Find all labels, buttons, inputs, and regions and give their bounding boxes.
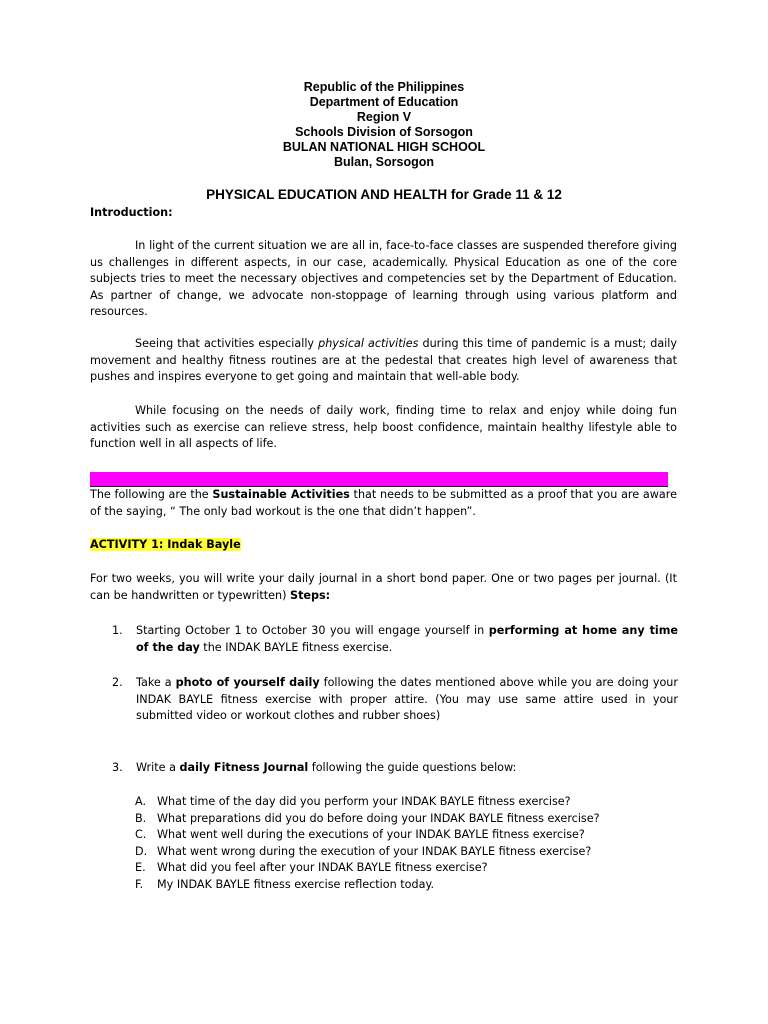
- step-text-end: following the dates mentioned above while you are doing your INDAK BAYLE fitness exercise with proper attire. (You may use same attire used in your submitted video or workout clothes and rubber shoes): [136, 676, 678, 722]
- step-2: [112, 675, 678, 725]
- activity-title: ACTIVITY 1: Indak Bayle: [90, 538, 241, 551]
- list-item: [135, 827, 655, 844]
- question-text: What time of the day did you perform your INDAK BAYLE fitness exercise?: [157, 795, 571, 808]
- header-location: Bulan, Sorsogon: [334, 155, 434, 169]
- step-text-end: the INDAK BAYLE fitness exercise.: [199, 640, 393, 654]
- question-letter: B.: [135, 811, 147, 825]
- question-letter: E.: [135, 861, 146, 874]
- document-title: PHYSICAL EDUCATION AND HEALTH for Grade 11 & 12: [206, 187, 562, 202]
- intro-paragraph-2: [90, 336, 677, 386]
- question-text: What preparations did you do before doing your INDAK BAYLE fitness exercise?: [157, 811, 600, 825]
- intro-paragraph-3: While focusing on the needs of daily work, finding time to relax and enjoy while doing fun activities such as exercise can relieve stress, help boost confidence, maintain healthy lifestyle able to function well in all aspects of life.: [90, 404, 677, 450]
- header-region: Region V: [356, 110, 412, 124]
- header-country: Republic of the Philippines: [303, 80, 465, 94]
- question-text: What went well during the executions of your INDAK BAYLE fitness exercise?: [157, 828, 585, 841]
- introduction-label: Introduction:: [90, 206, 173, 219]
- question-letter: A.: [135, 795, 147, 808]
- list-item: [135, 860, 655, 877]
- step-text-end: following the guide questions below:: [308, 761, 517, 774]
- para2-emphasis: physical activities: [318, 337, 419, 350]
- guide-questions-list: [135, 794, 655, 893]
- question-text: What did you feel after your INDAK BAYLE fitness exercise?: [157, 861, 488, 874]
- list-item: [135, 844, 655, 861]
- step-emphasis: photo of yourself daily: [175, 676, 320, 689]
- step-emphasis: performing at home any time of the day: [136, 624, 678, 654]
- step-1: [112, 623, 678, 656]
- list-item: [135, 794, 655, 811]
- sustainable-emphasis: Sustainable Activities: [212, 488, 350, 501]
- header-division: Schools Division of Sorsogon: [295, 125, 473, 139]
- step-text: Take a: [136, 676, 176, 689]
- header-department: Department of Education: [309, 95, 459, 109]
- step-3: [112, 760, 678, 777]
- question-letter: F.: [135, 877, 144, 891]
- question-letter: D.: [135, 844, 148, 858]
- step-number: 2.: [112, 676, 123, 689]
- journal-instructions: [90, 571, 677, 604]
- header-school: BULAN NATIONAL HIGH SCHOOL: [282, 140, 486, 154]
- activity-heading-wrap: [90, 537, 677, 554]
- list-item: [135, 877, 655, 894]
- steps-label: Steps:: [290, 588, 331, 602]
- letterhead: [0, 80, 768, 170]
- step-number: 1.: [112, 624, 123, 637]
- para2-end: during this time of pandemic is a must; daily movement and healthy fitness routines are at the pedestal that creates high level of awareness that pushes and inspires everyone to get going and maintain that well-able body.: [90, 337, 678, 383]
- list-item: [135, 811, 655, 828]
- sustainable-end: that needs to be submitted as a proof that you are aware of the saying, “ The only bad workout is the one that didn’t happen”.: [90, 488, 677, 518]
- sustainable-activities-paragraph: [90, 487, 677, 520]
- question-text: My INDAK BAYLE fitness exercise reflection today.: [157, 877, 435, 891]
- step-emphasis: daily Fitness Journal: [179, 761, 309, 774]
- question-text: What went wrong during the execution of your INDAK BAYLE fitness exercise?: [157, 844, 592, 858]
- step-text: Starting October 1 to October 30 you will engage yourself in: [136, 624, 489, 637]
- step-text: Write a: [136, 761, 180, 774]
- sustainable-start: The following are the: [90, 488, 213, 501]
- journal-text: For two weeks, you will write your daily journal in a short bond paper. One or two pages per journal. (It can be handwritten or typewritten): [90, 572, 677, 602]
- step-number: 3.: [112, 761, 123, 774]
- para2-start: Seeing that activities especially: [135, 337, 319, 350]
- question-letter: C.: [135, 828, 147, 841]
- magenta-divider: [90, 472, 668, 487]
- intro-paragraph-1: In light of the current situation we are all in, face-to-face classes are suspended therefore giving us challenges in different aspects, in our case, academically. Physical Education as one of the core subjects tries to meet the necessary objectives and competencies set by the Department of Education. As partner of change, we advocate non-stoppage of learning through using various platform and resources.: [90, 239, 677, 318]
